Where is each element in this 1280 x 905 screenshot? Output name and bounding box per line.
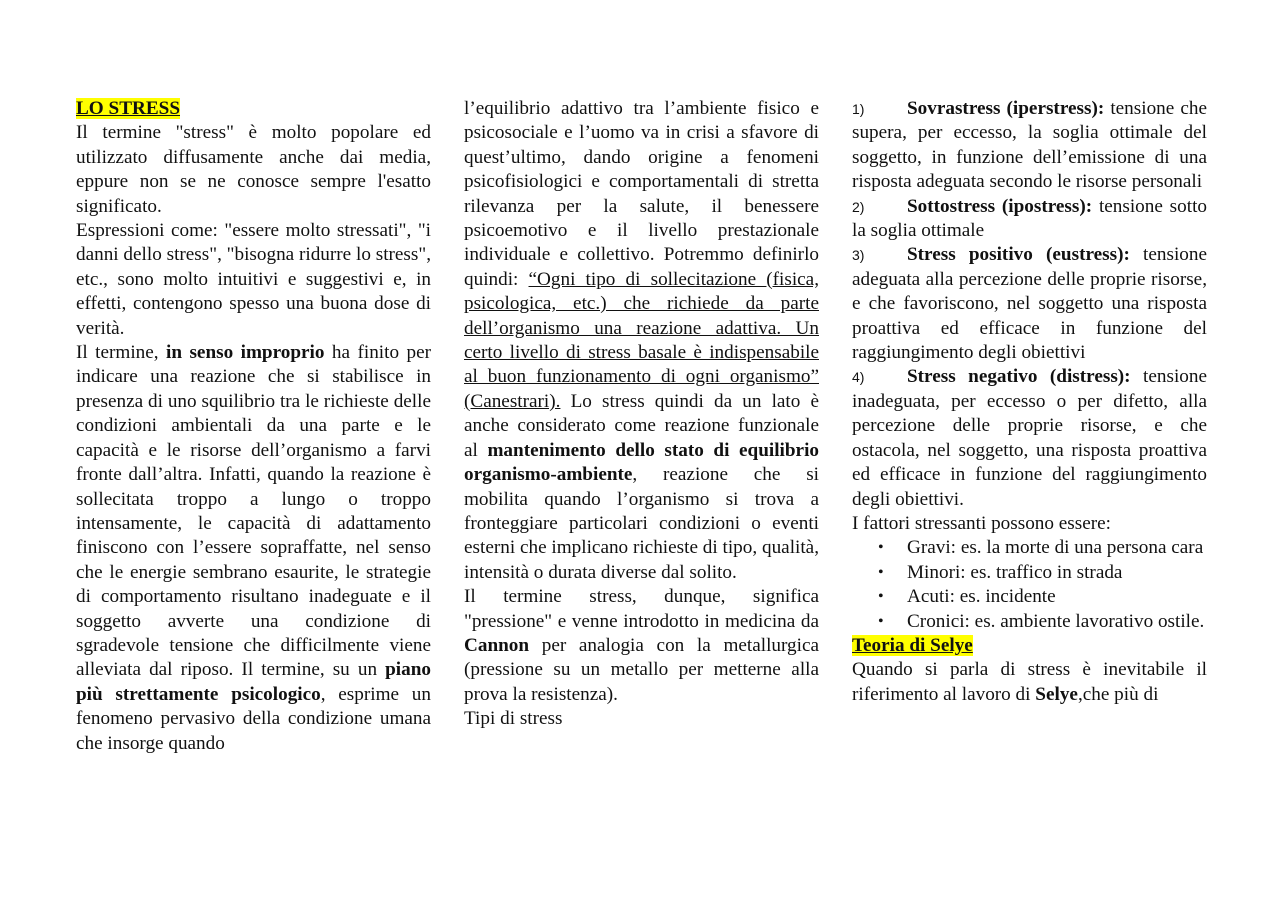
list-item-text: Minori: es. traffico in strada [907, 561, 1123, 583]
paragraph: Tipi di stress [464, 708, 563, 730]
item-term: Sottostress (ipostress): [907, 195, 1093, 217]
column-2 [464, 97, 819, 817]
text-run: ,che più di [1077, 683, 1159, 705]
text-run: Il termine stress, dunque, significa "pressione" e venne introdotto in medicina da [464, 586, 819, 632]
bold-text: piano più strettamente psicologico [76, 659, 431, 705]
list-item-text: Acuti: es. incidente [907, 586, 1056, 608]
paragraph [76, 341, 431, 756]
list-item [852, 561, 1207, 585]
text-run: Quando si parla di stress è inevitabile il riferimento al lavoro di [852, 659, 1207, 705]
text-run: per analogia con la metallurgica (pressione su un metallo per metterne alla prova la resistenza). [464, 634, 819, 705]
bullet-icon: • [878, 612, 884, 630]
text-run: , reazione che si mobilita quando l’organismo si trova a fronteggiare particolari condizioni o eventi esterni che implicano richieste di tipo, qualità, intensità o durata diverse dal solito. [464, 464, 819, 583]
paragraph [464, 97, 819, 585]
paragraph: Il termine "stress" è molto popolare ed utilizzato diffusamente anche dai media, eppure non se ne conosce sempre l'esatto significato. [76, 122, 431, 217]
item-term: Sovrastress (iperstress): [907, 98, 1105, 119]
bold-text: Cannon [464, 634, 530, 656]
list-item [852, 536, 1207, 560]
bold-text: Selye [1035, 683, 1078, 705]
text-run: ha finito per indicare una reazione che si stabilisce in presenza di uno squilibrio tra le richieste delle condizioni ambientali da una parte e le capacità e le risorse dell’organismo a farvi fronte dall’altra. Infatti, quando la reazione è sollecitata troppo a lungo o troppo intensamente, le capacità di adattamento finiscono con l’essere sopraffatte, nel senso che le energie sembrano esaurite, le strategie di comportamento risultano inadeguate e il soggetto avverte una condizione di sgradevole tensione che difficilmente viene alleviata dal riposo. Il termine, su un [76, 342, 431, 681]
bullet-icon: • [878, 539, 884, 557]
paragraph: I fattori stressanti possono essere: [852, 512, 1111, 534]
section-heading [76, 97, 431, 121]
bullet-icon: • [878, 563, 884, 581]
paragraph: Espressioni come: "essere molto stressati", "i danni dello stress", "bisogna ridurre lo stress", etc., sono molto intuitivi e suggestivi e, in effetti, contengono spesso una buona dose di verità. [76, 220, 431, 339]
paragraph [464, 585, 819, 707]
item-text: tensione adeguata alla percezione delle proprie risorse, e che favoriscono, nel soggetto una risposta proattiva ed efficace in funzione del raggiungimento degli obiettivi [852, 244, 1207, 364]
numbered-item [852, 195, 1207, 244]
item-number: 2) [852, 198, 865, 215]
list-item-text: Cronici: es. ambiente lavorativo ostile. [907, 610, 1205, 632]
item-text: tensione inadeguata, per eccesso o per difetto, alla percezione delle proprie risorse, e che ostacola, nel soggetto, una risposta proattiva ed efficace in funzione del raggiungimento degli obiettivi. [852, 366, 1207, 510]
item-number: 1) [852, 101, 865, 117]
text-run: Lo stress quindi da un lato è anche considerato come reazione funzionale al [464, 390, 819, 461]
numbered-item [852, 97, 1207, 195]
item-text: tensione sotto la soglia ottimale [852, 195, 1207, 242]
title-teoria-di-selye: Teoria di Selye [852, 634, 973, 656]
underlined-quote: “Ogni tipo di sollecitazione (fisica, psicologica, etc.) che richiede da parte dell’organismo una reazione adattiva. Un certo livello di stress basale è indispensabile al buon funzionamento di ogni organismo” (Canestrari). [464, 268, 819, 412]
bullet-icon: • [878, 588, 884, 606]
item-term: Stress negativo (distress): [907, 366, 1131, 388]
list-item [852, 585, 1207, 609]
bold-text: mantenimento dello stato di equilibrio organismo-ambiente [464, 439, 819, 486]
item-number: 4) [852, 369, 865, 386]
bullet-list [852, 536, 1207, 634]
list-item-text: Gravi: es. la morte di una persona cara [907, 537, 1204, 559]
text-run: l’equilibrio adattivo tra l’ambiente fisico e psicosociale e l’uomo va in crisi a sfavore di quest’ultimo, dando origine a fenomeni psicofisiologici e comportamentali di stretta rilevanza per la salute, il benessere psicoemotivo e il livello prestazionale individuale e collettivo. Potremmo definirlo quindi: [464, 98, 819, 290]
title-lo-stress: LO STRESS [76, 98, 180, 119]
numbered-item [852, 243, 1207, 365]
text-run: , esprime un fenomeno pervasivo della condizione umana che insorge quando [76, 683, 431, 754]
numbered-item [852, 365, 1207, 511]
section-heading [852, 634, 1207, 658]
document-page [76, 97, 1207, 817]
paragraph [852, 658, 1207, 707]
bold-text: in senso improprio [166, 342, 325, 364]
column-1 [76, 97, 431, 817]
item-text: tensione che supera, per eccesso, la soglia ottimale del soggetto, in funzione dell’emissione di una risposta adeguata secondo le risorse personali [852, 98, 1207, 193]
list-item [852, 610, 1207, 634]
text-run: Il termine, [76, 342, 167, 364]
item-number: 3) [852, 247, 865, 264]
column-3 [852, 97, 1207, 817]
item-term: Stress positivo (eustress): [907, 244, 1130, 266]
